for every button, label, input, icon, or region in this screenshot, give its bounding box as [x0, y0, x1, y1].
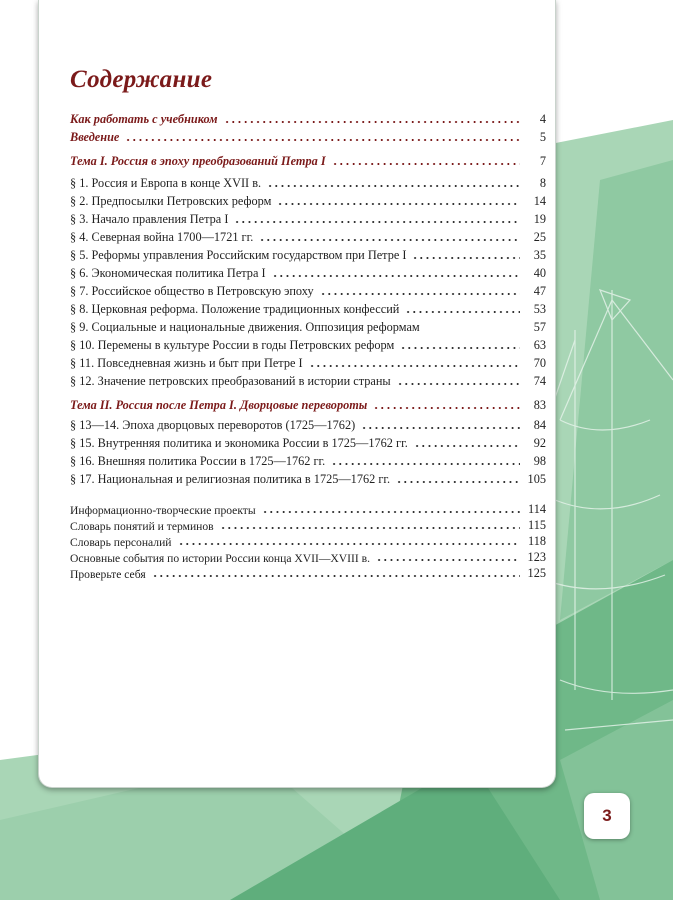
toc-label: § 5. Реформы управления Российским государством при Петре I [70, 248, 407, 262]
dot-leader [272, 274, 520, 278]
toc-page: 105 [527, 472, 546, 486]
toc-entry[interactable] [70, 264, 546, 281]
dot-leader [361, 426, 520, 430]
toc-page: 14 [533, 194, 546, 208]
toc-page: 114 [528, 502, 546, 516]
toc-label: Словарь персоналий [70, 536, 172, 549]
toc-entry[interactable] [70, 300, 546, 317]
toc-page: 83 [533, 398, 546, 412]
toc-label: Введение [70, 130, 120, 144]
toc-label: § 9. Социальные и национальные движения. Оппозиция реформам [70, 320, 420, 334]
toc-page: 125 [527, 566, 546, 580]
toc-entry[interactable] [70, 336, 546, 353]
toc-label: § 2. Предпосылки Петровских реформ [70, 194, 272, 208]
toc-entry[interactable] [70, 564, 546, 581]
toc-entry[interactable] [70, 210, 546, 227]
dot-leader [309, 364, 520, 368]
dot-leader [376, 558, 520, 562]
toc-page: 70 [533, 356, 546, 370]
dot-leader [332, 162, 520, 166]
toc-topic-entry[interactable] [70, 396, 546, 413]
dot-leader [277, 202, 520, 206]
toc-page: 74 [533, 374, 546, 388]
toc-label: § 15. Внутренняя политика и экономика России в 1725—1762 гг. [70, 436, 408, 450]
toc-label: § 3. Начало правления Петра I [70, 212, 229, 226]
toc-label: Тема II. Россия после Петра I. Дворцовые перевороты [70, 398, 368, 412]
toc-label: Информационно-творческие проекты [70, 504, 256, 517]
toc-label: § 4. Северная война 1700—1721 гг. [70, 230, 254, 244]
dot-leader [426, 328, 520, 332]
toc-label: § 17. Национальная и религиозная политика в 1725—1762 гг. [70, 472, 391, 486]
toc-label: Проверьте себя [70, 568, 146, 581]
toc-page: 19 [533, 212, 546, 226]
dot-leader [178, 542, 520, 546]
dot-leader [234, 220, 520, 224]
toc-entry[interactable] [70, 500, 546, 517]
toc-entry[interactable] [70, 354, 546, 371]
dot-leader [125, 138, 520, 142]
dot-leader [400, 346, 520, 350]
toc-entry[interactable] [70, 470, 546, 487]
toc-page: 92 [533, 436, 546, 450]
dot-leader [224, 120, 520, 124]
dot-leader [220, 526, 520, 530]
toc-label: § 16. Внешняя политика России в 1725—1762 гг. [70, 454, 326, 468]
toc-page: 47 [533, 284, 546, 298]
toc-topic-entry[interactable] [70, 152, 546, 169]
page-number: 3 [602, 806, 612, 825]
toc-entry[interactable] [70, 128, 546, 145]
toc-page: 40 [533, 266, 546, 280]
toc-page: 118 [528, 534, 546, 548]
toc-entry[interactable] [70, 452, 546, 469]
toc-page: 5 [539, 130, 546, 144]
dot-leader [373, 406, 520, 410]
dot-leader [259, 238, 520, 242]
toc-label: § 8. Церковная реформа. Положение традиционных конфессий [70, 302, 400, 316]
dot-leader [412, 256, 520, 260]
toc-page: 57 [533, 320, 546, 334]
toc-label: § 6. Экономическая политика Петра I [70, 266, 266, 280]
toc-page: 4 [539, 112, 546, 126]
toc-entry[interactable] [70, 110, 546, 127]
toc-entry[interactable] [70, 228, 546, 245]
toc-entry[interactable] [70, 372, 546, 389]
toc-label: Как работать с учебником [70, 112, 218, 126]
toc-label: Основные события по истории России конца XVII—XVIII в. [70, 552, 371, 565]
toc-page: 7 [539, 154, 546, 168]
toc-label: § 7. Российское общество в Петровскую эпоху [70, 284, 314, 298]
dot-leader [405, 310, 520, 314]
toc-page: 35 [533, 248, 546, 262]
dot-leader [414, 444, 520, 448]
dot-leader [262, 510, 520, 514]
dot-leader [152, 574, 520, 578]
toc-label: § 1. Россия и Европа в конце XVII в. [70, 176, 262, 190]
toc-entry[interactable] [70, 532, 546, 549]
toc-page: 123 [527, 550, 546, 564]
toc-entry[interactable] [70, 174, 546, 191]
toc-entry[interactable] [70, 416, 546, 433]
toc-label: § 12. Значение петровских преобразований в истории страны [70, 374, 391, 388]
toc-page: 98 [533, 454, 546, 468]
toc-label: Тема I. Россия в эпоху преобразований Петра I [70, 154, 326, 168]
toc-page: 8 [539, 176, 546, 190]
table-of-contents [70, 60, 546, 580]
dot-leader [331, 462, 520, 466]
toc-page: 63 [533, 338, 546, 352]
toc-entry[interactable] [70, 282, 546, 299]
toc-entry[interactable] [70, 318, 546, 335]
toc-entry[interactable] [70, 516, 546, 533]
dot-leader [397, 382, 520, 386]
toc-entry[interactable] [70, 548, 546, 565]
toc-label: Словарь понятий и терминов [70, 520, 214, 533]
toc-entry[interactable] [70, 434, 546, 451]
toc-entry[interactable] [70, 246, 546, 263]
toc-label: § 10. Перемены в культуре России в годы Петровских реформ [70, 338, 395, 352]
page-title: Содержание [70, 66, 213, 93]
toc-label: § 13—14. Эпоха дворцовых переворотов (1725—1762) [70, 418, 356, 432]
toc-page: 25 [533, 230, 546, 244]
page-number-badge [584, 793, 630, 839]
toc-page: 53 [533, 302, 546, 316]
toc-page: 115 [528, 518, 546, 532]
dot-leader [320, 292, 520, 296]
toc-page: 84 [533, 418, 546, 432]
dot-leader [396, 480, 520, 484]
toc-label: § 11. Повседневная жизнь и быт при Петре I [70, 356, 303, 370]
dot-leader [267, 184, 520, 188]
toc-entry[interactable] [70, 192, 546, 209]
